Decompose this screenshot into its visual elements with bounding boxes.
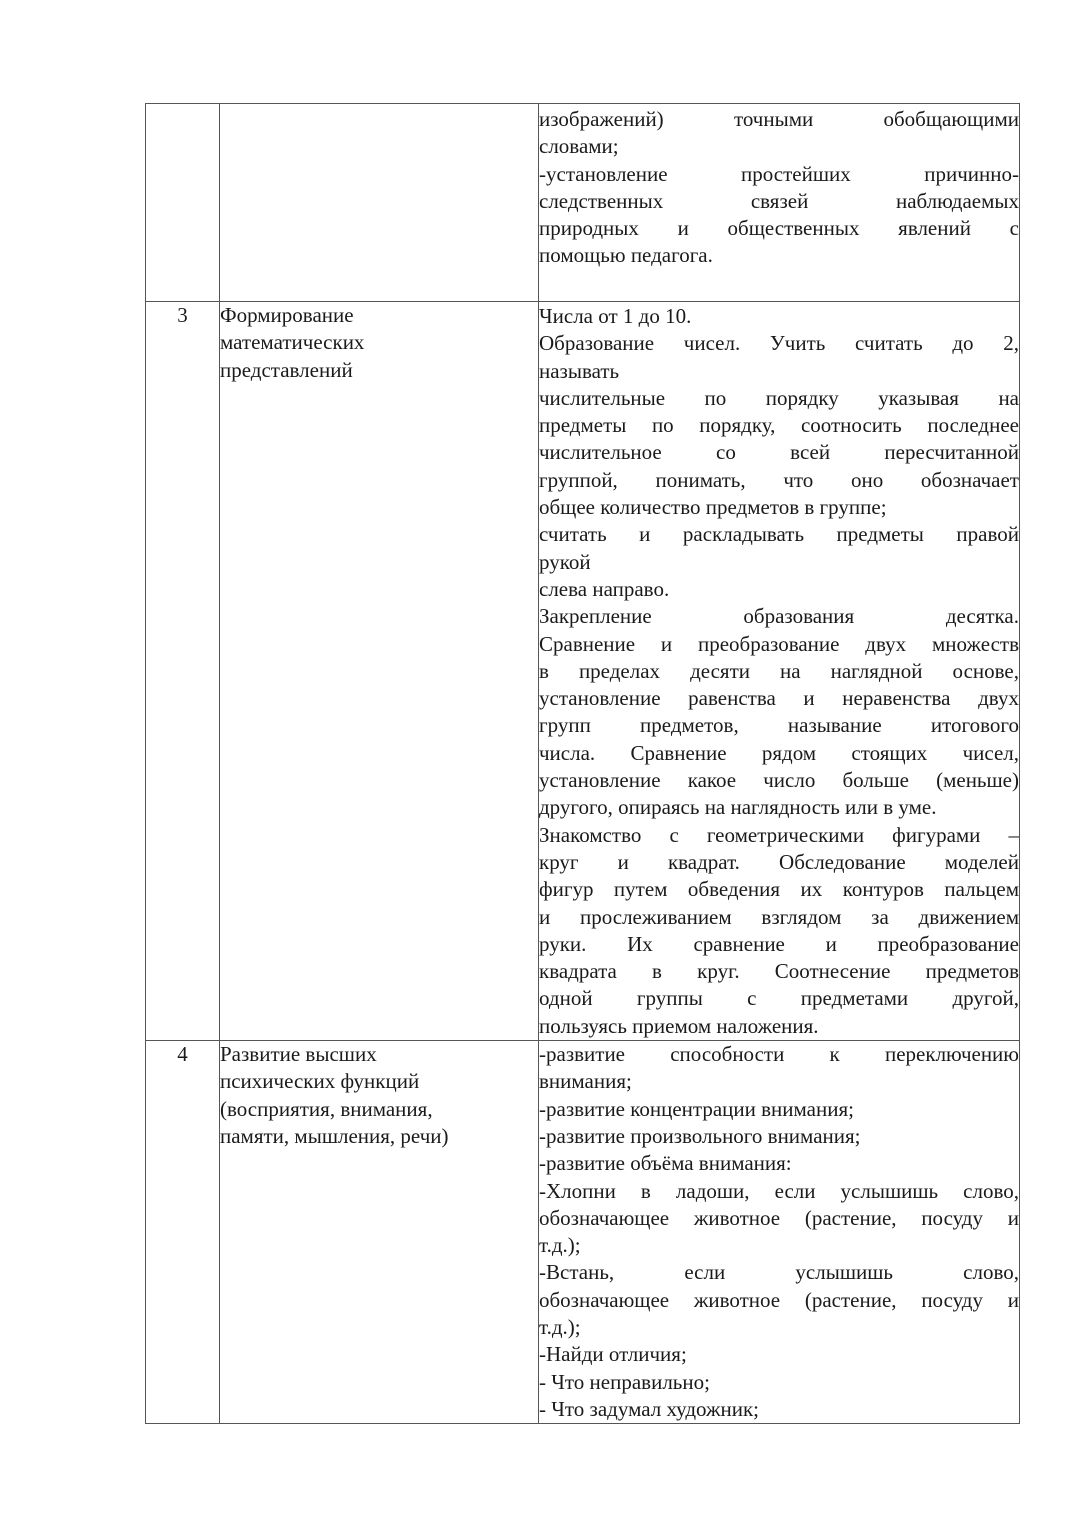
row-number-cell: 4: [146, 1041, 220, 1424]
content-line: числительные по порядку указывая на: [539, 385, 1019, 410]
content-line: -развитие способности к переключению: [539, 1042, 1019, 1067]
content-line: -развитие концентрации внимания;: [539, 1096, 854, 1121]
content-line: считать и раскладывать предметы правой: [539, 522, 1019, 547]
content-line: одной группы с предметами другой,: [539, 986, 1019, 1011]
table-row: [146, 1041, 1020, 1424]
content-line: пользуясь приемом наложения.: [539, 1013, 819, 1038]
content-line: предметы по порядку, соотносить последнее: [539, 413, 1019, 438]
content-line: -Встань, если услышишь слово,: [539, 1260, 1019, 1285]
content-line: и прослеживанием взглядом за движением: [539, 904, 1019, 929]
section-title-line: математических: [220, 330, 365, 355]
content-line: Закрепление образования десятка.: [539, 604, 1019, 629]
content-line: числительное со всей пересчитанной: [539, 440, 1019, 465]
content-cell: [539, 104, 1020, 302]
content-line: группой, понимать, что оно обозначает: [539, 467, 1019, 492]
content-line: слева направо.: [539, 576, 670, 601]
content-cell: [539, 302, 1020, 1041]
section-title-line: психических функций: [220, 1069, 420, 1094]
content-line: другого, опираясь на наглядность или в уме.: [539, 795, 937, 820]
content-line: в пределах десяти на наглядной основе,: [539, 658, 1019, 683]
content-line: -развитие объёма внимания:: [539, 1151, 792, 1176]
content-line: руки. Их сравнение и преобразование: [539, 931, 1019, 956]
content-line: т.д.);: [539, 1233, 581, 1258]
row-number-cell: [146, 104, 220, 302]
content-line: т.д.);: [539, 1314, 581, 1339]
content-line: помощью педагога.: [539, 243, 713, 268]
content-line: -установление простейших причинно-: [539, 161, 1019, 186]
content-line: общее количество предметов в группе;: [539, 495, 887, 520]
content-line: обозначающее животное (растение, посуду и: [539, 1287, 1019, 1312]
content-line: -Хлопни в ладоши, если услышишь слово,: [539, 1178, 1019, 1203]
content-line: квадрата в круг. Соотнесение предметов: [539, 959, 1019, 984]
content-line: круг и квадрат. Обследование моделей: [539, 849, 1019, 874]
content-line: - Что неправильно;: [539, 1369, 710, 1394]
section-title-line: Формирование: [220, 303, 354, 327]
table-row: [146, 302, 1020, 1041]
content-line: называть: [539, 358, 620, 383]
section-title-line: памяти, мышления, речи): [220, 1123, 449, 1148]
content-line: словами;: [539, 134, 619, 159]
content-cell: [539, 1041, 1020, 1424]
content-line: Числа от 1 до 10.: [539, 304, 692, 328]
content-line: установление равенства и неравенства двух: [539, 686, 1019, 711]
section-title-line: представлений: [220, 357, 353, 382]
section-title-cell: [220, 104, 539, 302]
content-line: рукой: [539, 549, 591, 574]
content-line: установление какое число больше (меньше): [539, 768, 1019, 793]
content-line: Сравнение и преобразование двух множеств: [539, 631, 1019, 656]
content-line: числа. Сравнение рядом стоящих чисел,: [539, 740, 1019, 765]
content-line: -Найди отличия;: [539, 1342, 687, 1367]
section-title-line: Развитие высших: [220, 1042, 377, 1067]
row-number-cell: 3: [146, 302, 220, 1041]
content-line: обозначающее животное (растение, посуду и: [539, 1205, 1019, 1230]
content-line: фигур путем обведения их контуров пальцем: [539, 877, 1019, 902]
content-line: - Что задумал художник;: [539, 1396, 760, 1421]
content-line: природных и общественных явлений с: [539, 216, 1019, 241]
content-line: изображений) точными обобщающими: [539, 107, 1019, 131]
section-title-cell: [220, 302, 539, 1041]
content-line: -развитие произвольного внимания;: [539, 1123, 861, 1148]
content-line: Знакомство с геометрическими фигурами –: [539, 822, 1019, 847]
content-line: внимания;: [539, 1069, 632, 1094]
section-title-line: (восприятия, внимания,: [220, 1096, 433, 1121]
content-line: следственных связей наблюдаемых: [539, 188, 1019, 213]
content-line: групп предметов, называние итогового: [539, 713, 1019, 738]
table-row: [146, 104, 1020, 302]
program-table: [145, 103, 1020, 1424]
section-title-cell: [220, 1041, 539, 1424]
content-line: Образование чисел. Учить считать до 2,: [539, 331, 1019, 356]
program-table-body: [146, 104, 1020, 1424]
